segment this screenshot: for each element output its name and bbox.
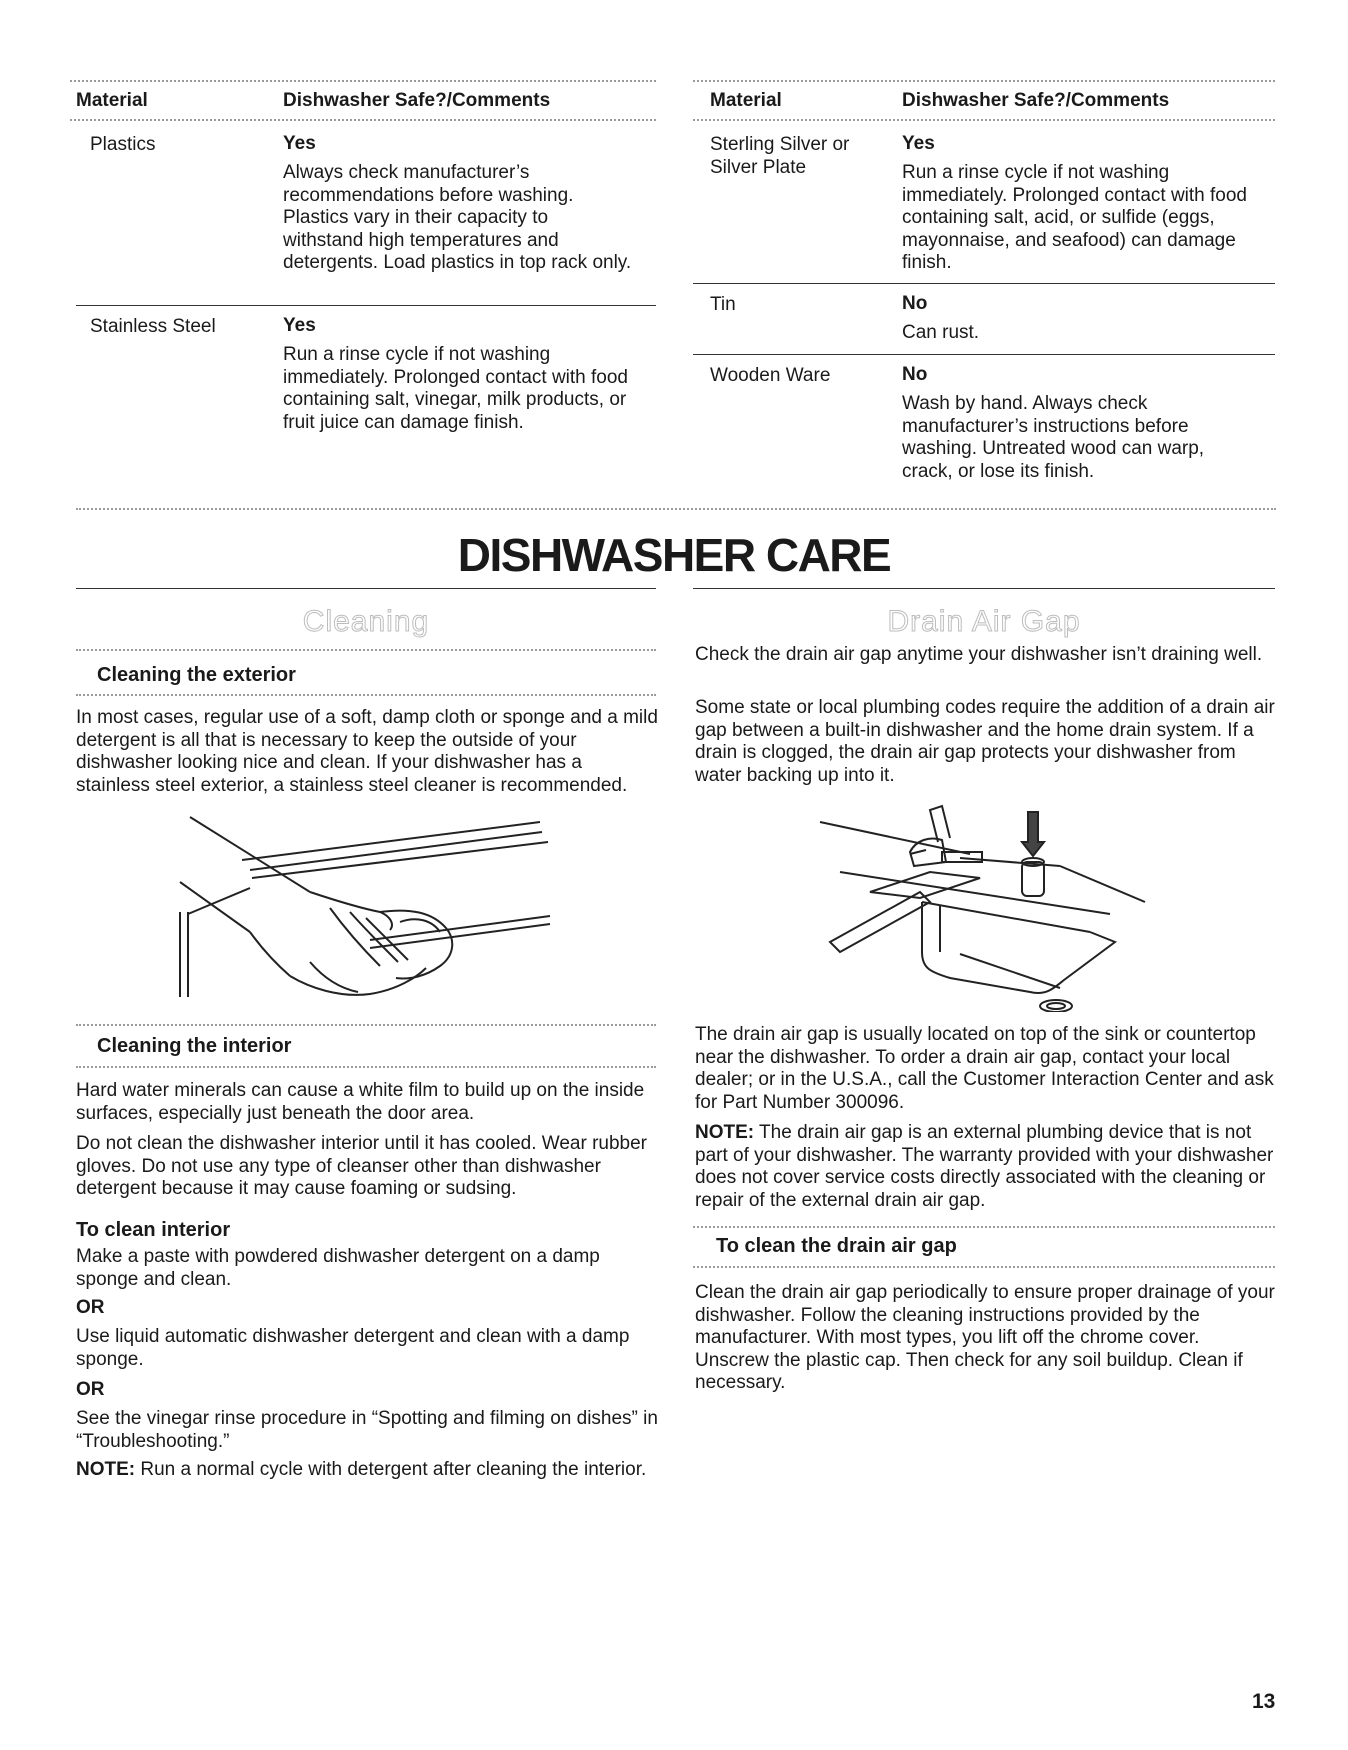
drain-p1: Check the drain air gap anytime your dishwasher isn’t draining well. [695,644,1263,665]
to-clean-drain-title: To clean the drain air gap [716,1235,957,1257]
right-table-header-comments: Dishwasher Safe?/Comments [902,90,1170,111]
cleaning-interior-p1: Hard water minerals can cause a white film to build up on the inside surfaces, especially just beneath the door area. [76,1080,645,1124]
safe-value: Yes [283,315,316,336]
material-comment: Wash by hand. Always check manufacturer’s instructions before washing. Untreated wood can warp, crack, or lose its finish. [902,393,1205,482]
safe-value: No [902,293,928,314]
drain-p3: The drain air gap is usually located on top of the sink or countertop near the dishwasher. To order a drain air gap, contact your local dealer; or in the U.S.A., call the Customer Interaction Center and ask for Part Number 300096. [695,1024,1274,1113]
cleaning-interior-p2: Do not clean the dishwasher interior until it has cooled. Wear rubber gloves. Do not use any type of cleanser other than dishwasher detergent because it may cause foaming or sudsing. [76,1133,648,1199]
sink-air-gap-illustration [810,792,1150,1012]
material-name: Tin [710,294,736,315]
material-comment: Always check manufacturer’s recommendations before washing. Plastics vary in their capacity to withstand high temperatures and detergents. Load plastics in top rack only. [283,162,632,274]
cleaning-exterior-text: In most cases, regular use of a soft, damp cloth or sponge and a mild detergent is all that is necessary to keep the outside of your dishwasher looking nice and clean. If your dishwasher has a stainless steel exterior, a stainless steel cleaner is recommended. [76,707,658,796]
left-table-header-comments: Dishwasher Safe?/Comments [283,90,551,111]
material-comment: Run a rinse cycle if not washing immediately. Prolonged contact with food containing salt, vinegar, milk products, or fruit juice can damage finish. [283,344,628,433]
page-number: 13 [1252,1690,1276,1713]
safe-value: Yes [283,133,316,154]
or-separator: OR [76,1379,105,1400]
drain-note [695,1122,1275,1212]
note-text: The drain air gap is an external plumbing device that is not part of your dishwasher. The warranty provided with your dishwasher does not cover service costs directly associated with the cleaning or repair of the external drain air gap. [695,1122,1274,1211]
or-separator: OR [76,1297,105,1318]
to-clean-interior-title: To clean interior [76,1219,231,1241]
clean-method-1: Make a paste with powdered dishwasher detergent on a damp sponge and clean. [76,1246,600,1290]
left-table-header-material: Material [76,90,148,111]
drain-air-gap-heading: Drain Air Gap [887,605,1081,638]
drain-p2: Some state or local plumbing codes require the addition of a drain air gap between a built-in dishwasher and the home drain system. If a drain is clogged, the drain air gap protects your dishwasher from water backing up into it. [695,697,1275,786]
safe-value: No [902,364,928,385]
cleaning-heading: Cleaning [302,605,430,638]
clean-method-3: See the vinegar rinse procedure in “Spotting and filming on dishes” in “Troubleshooting.” [76,1408,658,1452]
right-table-header-material: Material [710,90,782,111]
clean-method-2: Use liquid automatic dishwasher detergent and clean with a damp sponge. [76,1326,630,1370]
note-label: NOTE: [76,1459,136,1480]
cleaning-exterior-title: Cleaning the exterior [97,664,296,686]
material-comment: Can rust. [902,322,980,343]
note-text: Run a normal cycle with detergent after cleaning the interior. [140,1459,647,1480]
drain-p4: Clean the drain air gap periodically to ensure proper drainage of your dishwasher. Follow the cleaning instructions provided by the manufacturer. With most types, you lift off the chrome cover. Unscrew the plastic cap. Then check for any soil buildup. Clean if necessary. [695,1282,1275,1393]
material-name: Stainless Steel [90,316,216,337]
material-name: Sterling Silver or Silver Plate [710,134,850,178]
wiping-dishwasher-illustration [170,812,570,1002]
material-name: Wooden Ware [710,365,831,386]
cleaning-interior-note [76,1459,661,1482]
safe-value: Yes [902,133,935,154]
note-label: NOTE: [695,1122,755,1143]
cleaning-interior-title: Cleaning the interior [97,1035,292,1057]
material-comment: Run a rinse cycle if not washing immediately. Prolonged contact with food containing salt, acid, or sulfide (eggs, mayonnaise, and seafood) can damage finish. [902,162,1247,274]
section-title: DISHWASHER CARE [457,529,891,581]
material-name: Plastics [90,134,156,155]
